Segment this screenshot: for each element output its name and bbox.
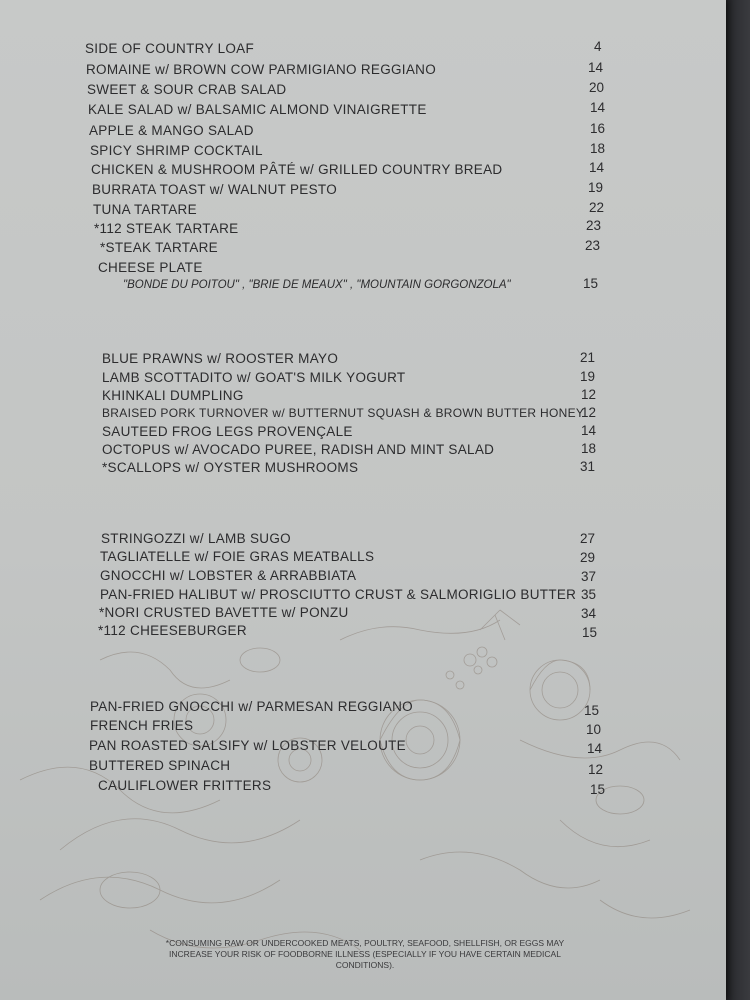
menu-item-name: PAN ROASTED SALSIFY w/ LOBSTER VELOUTE — [89, 738, 406, 753]
menu-item-name: *112 CHEESEBURGER — [98, 623, 247, 638]
menu-item-name: KHINKALI DUMPLING — [102, 388, 244, 403]
menu-item-price: 29 — [580, 550, 596, 565]
menu-item-price: 14 — [590, 100, 606, 115]
menu-item-price: 14 — [581, 423, 597, 438]
menu-item-price: 4 — [594, 39, 602, 54]
menu-item-name: STRINGOZZI w/ LAMB SUGO — [101, 531, 291, 546]
cheese-plate-selection: "BONDE DU POITOU" , "BRIE DE MEAUX" , "MOUNTAIN GORGONZOLA" — [123, 279, 511, 291]
menu-item-name: *SCALLOPS w/ OYSTER MUSHROOMS — [102, 460, 359, 475]
menu-item-name: KALE SALAD w/ BALSAMIC ALMOND VINAIGRETTE — [88, 102, 427, 117]
menu-item-price: 35 — [581, 587, 597, 602]
menu-item-name: BLUE PRAWNS w/ ROOSTER MAYO — [102, 351, 339, 366]
menu-item-price: 37 — [581, 569, 597, 584]
menu-item-name: PAN-FRIED HALIBUT w/ PROSCIUTTO CRUST & SALMORIGLIO BUTTER — [100, 587, 577, 602]
menu-item-price: 12 — [588, 762, 604, 777]
menu-item-name: SAUTEED FROG LEGS PROVENÇALE — [102, 424, 353, 439]
menu-item-price: 34 — [581, 606, 597, 621]
menu-item-name: SWEET & SOUR CRAB SALAD — [87, 82, 287, 97]
menu-item-price: 18 — [581, 441, 597, 456]
menu-item-name: *NORI CRUSTED BAVETTE w/ PONZU — [99, 605, 349, 620]
menu-item-price: 21 — [580, 350, 596, 365]
menu-item-price: 12 — [581, 405, 597, 420]
menu-item-price: 15 — [582, 625, 598, 640]
menu-item-name: TUNA TARTARE — [93, 202, 197, 217]
menu-item-name: APPLE & MANGO SALAD — [89, 123, 254, 138]
menu-item-name: BUTTERED SPINACH — [89, 758, 231, 773]
menu-item-name: FRENCH FRIES — [90, 718, 194, 733]
menu-item-name: PAN-FRIED GNOCCHI w/ PARMESAN REGGIANO — [90, 699, 413, 714]
menu-item-name: CAULIFLOWER FRITTERS — [98, 778, 272, 793]
menu-item-price: 31 — [580, 459, 596, 474]
menu-item-name: BURRATA TOAST w/ WALNUT PESTO — [92, 182, 338, 197]
foodborne-illness-disclaimer: *CONSUMING RAW OR UNDERCOOKED MEATS, POULTRY, SEAFOOD, SHELLFISH, OR EGGS MAY INCREASE YOUR RISK OF FOODBORNE ILLNESS (ESPECIALLY IF YOU HAVE CERTAIN MEDICAL CONDITIONS). — [165, 938, 565, 970]
menu-item-price: 18 — [590, 141, 606, 156]
menu-item-price: 14 — [587, 741, 603, 756]
menu-item-price: 10 — [586, 722, 602, 737]
menu-item-price: 16 — [590, 121, 606, 136]
menu-item-name: GNOCCHI w/ LOBSTER & ARRABBIATA — [100, 568, 357, 583]
menu-item-name: *112 STEAK TARTARE — [94, 221, 239, 236]
table-background — [726, 0, 750, 1000]
menu-item-name: BRAISED PORK TURNOVER w/ BUTTERNUT SQUASH & BROWN BUTTER HONEY — [102, 406, 585, 420]
menu-item-price: 23 — [586, 218, 602, 233]
menu-item-price: 27 — [580, 531, 596, 546]
menu-item-name: CHICKEN & MUSHROOM PÂTÉ w/ GRILLED COUNTRY BREAD — [91, 162, 503, 177]
menu-item-price: 23 — [585, 238, 601, 253]
menu-item-price: 14 — [589, 160, 605, 175]
menu-item-name: OCTOPUS w/ AVOCADO PUREE, RADISH AND MINT SALAD — [102, 442, 495, 457]
menu-item-name: SPICY SHRIMP COCKTAIL — [90, 143, 263, 158]
menu-item-name: TAGLIATELLE w/ FOIE GRAS MEATBALLS — [100, 549, 375, 564]
menu-item-price: 19 — [588, 180, 604, 195]
menu-item-name: SIDE OF COUNTRY LOAF — [85, 41, 255, 56]
menu-item-price: 14 — [588, 60, 604, 75]
menu-item-name: CHEESE PLATE — [98, 260, 203, 275]
menu-item-price: 22 — [589, 200, 605, 215]
menu-item-name: LAMB SCOTTADITO w/ GOAT'S MILK YOGURT — [102, 370, 406, 385]
menu-item-price: 15 — [584, 703, 600, 718]
menu-item-name: *STEAK TARTARE — [100, 240, 218, 255]
menu-item-price: 15 — [590, 782, 606, 797]
menu-item-price: 15 — [583, 276, 599, 291]
menu-item-price: 19 — [580, 369, 596, 384]
menu-item-name: ROMAINE w/ BROWN COW PARMIGIANO REGGIANO — [86, 62, 437, 77]
menu-item-price: 12 — [581, 387, 597, 402]
menu-item-price: 20 — [589, 80, 605, 95]
